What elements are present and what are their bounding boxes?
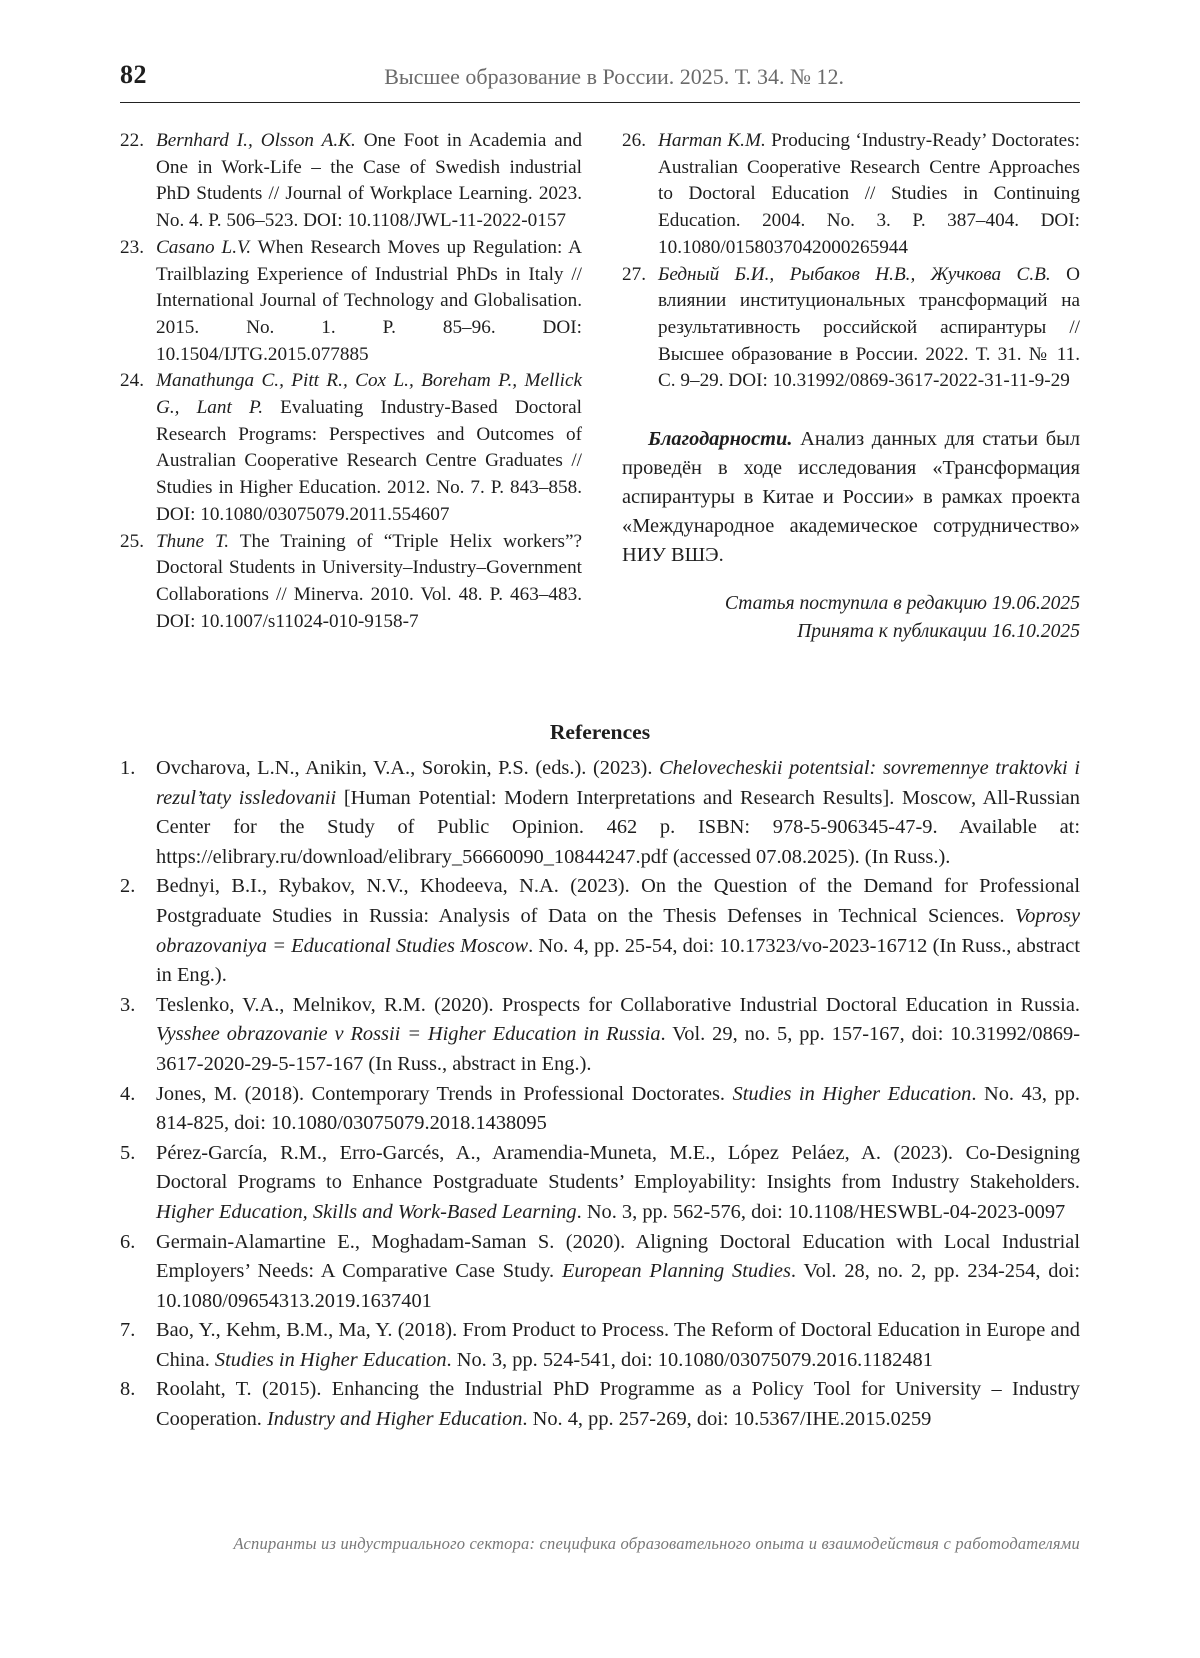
reference-body [156, 754, 1080, 872]
reference-authors: Harman K.M. [658, 130, 766, 151]
reference-number: 26. [622, 130, 646, 151]
reference-text: When Research Moves up Regulation: A Trailblazing Experience of Industrial PhDs in Italy // International Journal of Technology and Globalisation. 2015. No. 1. P. 85–96. DOI: 10.1504/IJTG.2015.077885 [156, 236, 582, 365]
reference-item [622, 262, 1080, 396]
reference-number: 2. [120, 875, 136, 898]
reference-number: 5. [120, 1141, 136, 1164]
reference-text: О влиянии институциональных трансформаций на результативность российской аспирантуры // Высшее образование в России. 2022. Т. 31. № 11. С. 9–29. DOI: 10.31992/0869-3617-2022-31-11-9-29 [658, 263, 1080, 392]
reference-body [156, 1080, 1080, 1139]
reference-body [156, 872, 1080, 990]
reference-text: Teslenko, V.A., Melnikov, R.M. (2020). Prospects for Collaborative Industrial Doctoral Education in Russia. [156, 993, 1080, 1016]
running-title-footer: Аспиранты из индустриального сектора: специфика образовательного опыта и взаимодействия с работодателями [233, 1534, 1080, 1553]
page-header [120, 58, 1080, 103]
reference-authors: Bernhard I., Olsson A.K. [156, 130, 356, 151]
reference-number: 23. [120, 236, 144, 258]
acknowledgements [622, 425, 1080, 570]
reference-details: . No. 4, pp. 25-54, doi: 10.17323/vo-2023-16712 (In Russ., abstract in Eng.). [156, 934, 1080, 987]
reference-item [120, 1139, 1080, 1228]
reference-details: [Human Potential: Modern Interpretations and Research Results]. Moscow, All-Russian Center for the Study of Public Opinion. 462 p. ISBN: 978-5-906345-47-9. Available at: https://elibrary.ru/download/elibrary_56660090_10844247.pdf (accessed 07.08.2025). (In Russ.). [156, 786, 1081, 868]
reference-number: 24. [120, 370, 144, 392]
reference-number: 4. [120, 1082, 136, 1105]
reference-details: . Vol. 28, no. 2, pp. 234-254, doi: 10.1080/09654313.2019.1637401 [156, 1260, 1080, 1312]
acknowledgements-text: Анализ данных для статьи был проведён в ходе исследования «Трансформация аспирантуры в Китае и России» в рамках проекта «Международное академическое сотрудничество» НИУ ВШЭ. [622, 428, 1080, 567]
reference-number: 1. [120, 757, 136, 779]
reference-body [658, 262, 1080, 396]
reference-source: European Planning Studies [561, 1260, 791, 1283]
journal-title: Высшее образование в России. 2025. Т. 34. № 12. [384, 64, 844, 89]
reference-item [120, 1080, 1080, 1139]
reference-number: 6. [120, 1230, 136, 1253]
reference-text: The Training of “Triple Helix workers”? Doctoral Students in University–Industry–Government Collaborations // Minerva. 2010. Vol. 48. P. 463–483. DOI: 10.1007/s11024-010-9158-7 [156, 530, 582, 632]
reference-number: 7. [120, 1319, 136, 1342]
reference-body [156, 128, 582, 235]
reference-text: Bao, Y., Kehm, B.M., Ma, Y. (2018). From Product to Process. The Reform of Doctoral Education in Europe and China. [156, 1319, 1080, 1371]
reference-item [120, 128, 582, 235]
acknowledgements-label: Благодарности. [648, 428, 793, 451]
reference-source: Studies in Higher Education [214, 1348, 447, 1371]
reference-body [156, 368, 582, 528]
reference-source: Chelovecheskii potentsial: sovremennye traktovki i rezul’taty issledovanii [156, 757, 1080, 809]
reference-body [156, 991, 1080, 1080]
page-number: 82 [120, 60, 147, 89]
reference-authors: Бедный Б.И., Рыбаков Н.В., Жучкова С.В. [658, 263, 1051, 285]
reference-details: . No. 3, pp. 562-576, doi: 10.1108/HESWBL-04-2023-0097 [576, 1200, 1066, 1223]
reference-body [156, 529, 582, 636]
reference-text: Roolaht, T. (2015). Enhancing the Industrial PhD Programme as a Policy Tool for University – Industry Cooperation. [156, 1378, 1080, 1431]
reference-item [120, 235, 582, 369]
reference-text: Germain-Alamartine E., Moghadam-Saman S. (2020). Aligning Doctoral Education with Local Industrial Employers’ Needs: A Comparative Case Study. [156, 1230, 1080, 1283]
accepted-date: Принята к публикации 16.10.2025 [797, 620, 1080, 642]
reference-authors: Casano L.V. [156, 236, 252, 258]
reference-item [120, 754, 1080, 872]
reference-source: Higher Education, Skills and Work-Based Learning [156, 1200, 577, 1223]
reference-number: 3. [120, 993, 136, 1016]
reference-body [156, 1139, 1080, 1228]
reference-item [622, 128, 1080, 262]
reference-text: Producing ‘Industry-Ready’ Doctorates: Australian Cooperative Research Centre Approaches to Doctoral Education // Studies in Continuing Education. 2004. No. 3. P. 387–404. DOI: 10.1080/0158037042000265944 [658, 130, 1080, 258]
reference-body [156, 235, 582, 369]
reference-body [658, 128, 1080, 262]
reference-body [156, 1316, 1080, 1375]
reference-number: 27. [622, 263, 646, 285]
references-list [120, 754, 1080, 1435]
reference-number: 22. [120, 130, 144, 151]
reference-text: Bednyi, B.I., Rybakov, N.V., Khodeeva, N.A. (2023). On the Question of the Demand for Professional Postgraduate Studies in Russia: Analysis of Data on the Thesis Defenses in Technical Sciences. [156, 875, 1080, 927]
reference-item [120, 529, 582, 636]
reference-details: . No. 3, pp. 524-541, doi: 10.1080/03075079.2016.1182481 [446, 1348, 933, 1371]
reference-text: Pérez-García, R.M., Erro-Garcés, A., Aramendia-Muneta, M.E., López Peláez, A. (2023). Co-Designing Doctoral Programs to Enhance Postgraduate Students’ Employability: Insights from Industry Stakeholders. [156, 1141, 1080, 1194]
reference-source: Industry and Higher Education [267, 1408, 523, 1431]
reference-details: . No. 43, pp. 814-825, doi: 10.1080/03075079.2018.1438095 [156, 1082, 1080, 1135]
reference-item [120, 1316, 1080, 1375]
reference-text: Evaluating Industry-Based Doctoral Research Programs: Perspectives and Outcomes of Australian Cooperative Research Centre Graduates // Studies in Higher Education. 2012. No. 7. P. 843–858. DOI: 10.1080/03075079.2011.554607 [156, 397, 582, 525]
reference-item [120, 1228, 1080, 1317]
received-date: Статья поступила в редакцию 19.06.2025 [724, 593, 1080, 615]
right-column [622, 128, 1080, 645]
left-column [120, 128, 582, 635]
reference-number: 25. [120, 530, 144, 552]
reference-item [120, 368, 582, 528]
references-heading: References [549, 720, 651, 744]
reference-source: Voprosy obrazovaniya = Educational Studies Moscow [156, 904, 1080, 957]
reference-body [156, 1228, 1080, 1317]
reference-authors: Thune T. [156, 530, 230, 552]
reference-text: Jones, M. (2018). Contemporary Trends in Professional Doctorates. [156, 1082, 733, 1105]
reference-body [156, 1375, 1080, 1434]
reference-item [120, 872, 1080, 990]
reference-source: Studies in Higher Education [732, 1082, 972, 1105]
reference-item [120, 1375, 1080, 1434]
reference-source: Vysshee obrazovanie v Rossii = Higher Education in Russia [156, 1023, 661, 1046]
reference-text: One Foot in Academia and One in Work-Life – the Case of Swedish industrial PhD Students // Journal of Workplace Learning. 2023. No. 4. P. 506–523. DOI: 10.1108/JWL-11-2022-0157 [156, 130, 582, 232]
reference-details: . Vol. 29, no. 5, pp. 157-167, doi: 10.31992/0869-3617-2020-29-5-157-167 (In Russ., abstract in Eng.). [156, 1023, 1080, 1075]
reference-item [120, 991, 1080, 1080]
reference-text: Ovcharova, L.N., Anikin, V.A., Sorokin, P.S. (eds.). (2023). [156, 757, 660, 779]
reference-authors: Manathunga C., Pitt R., Cox L., Boreham P., Mellick G., Lant P. [156, 370, 582, 419]
reference-number: 8. [120, 1378, 136, 1401]
reference-details: . No. 4, pp. 257-269, doi: 10.5367/IHE.2015.0259 [522, 1408, 932, 1431]
publication-dates [622, 590, 1080, 645]
